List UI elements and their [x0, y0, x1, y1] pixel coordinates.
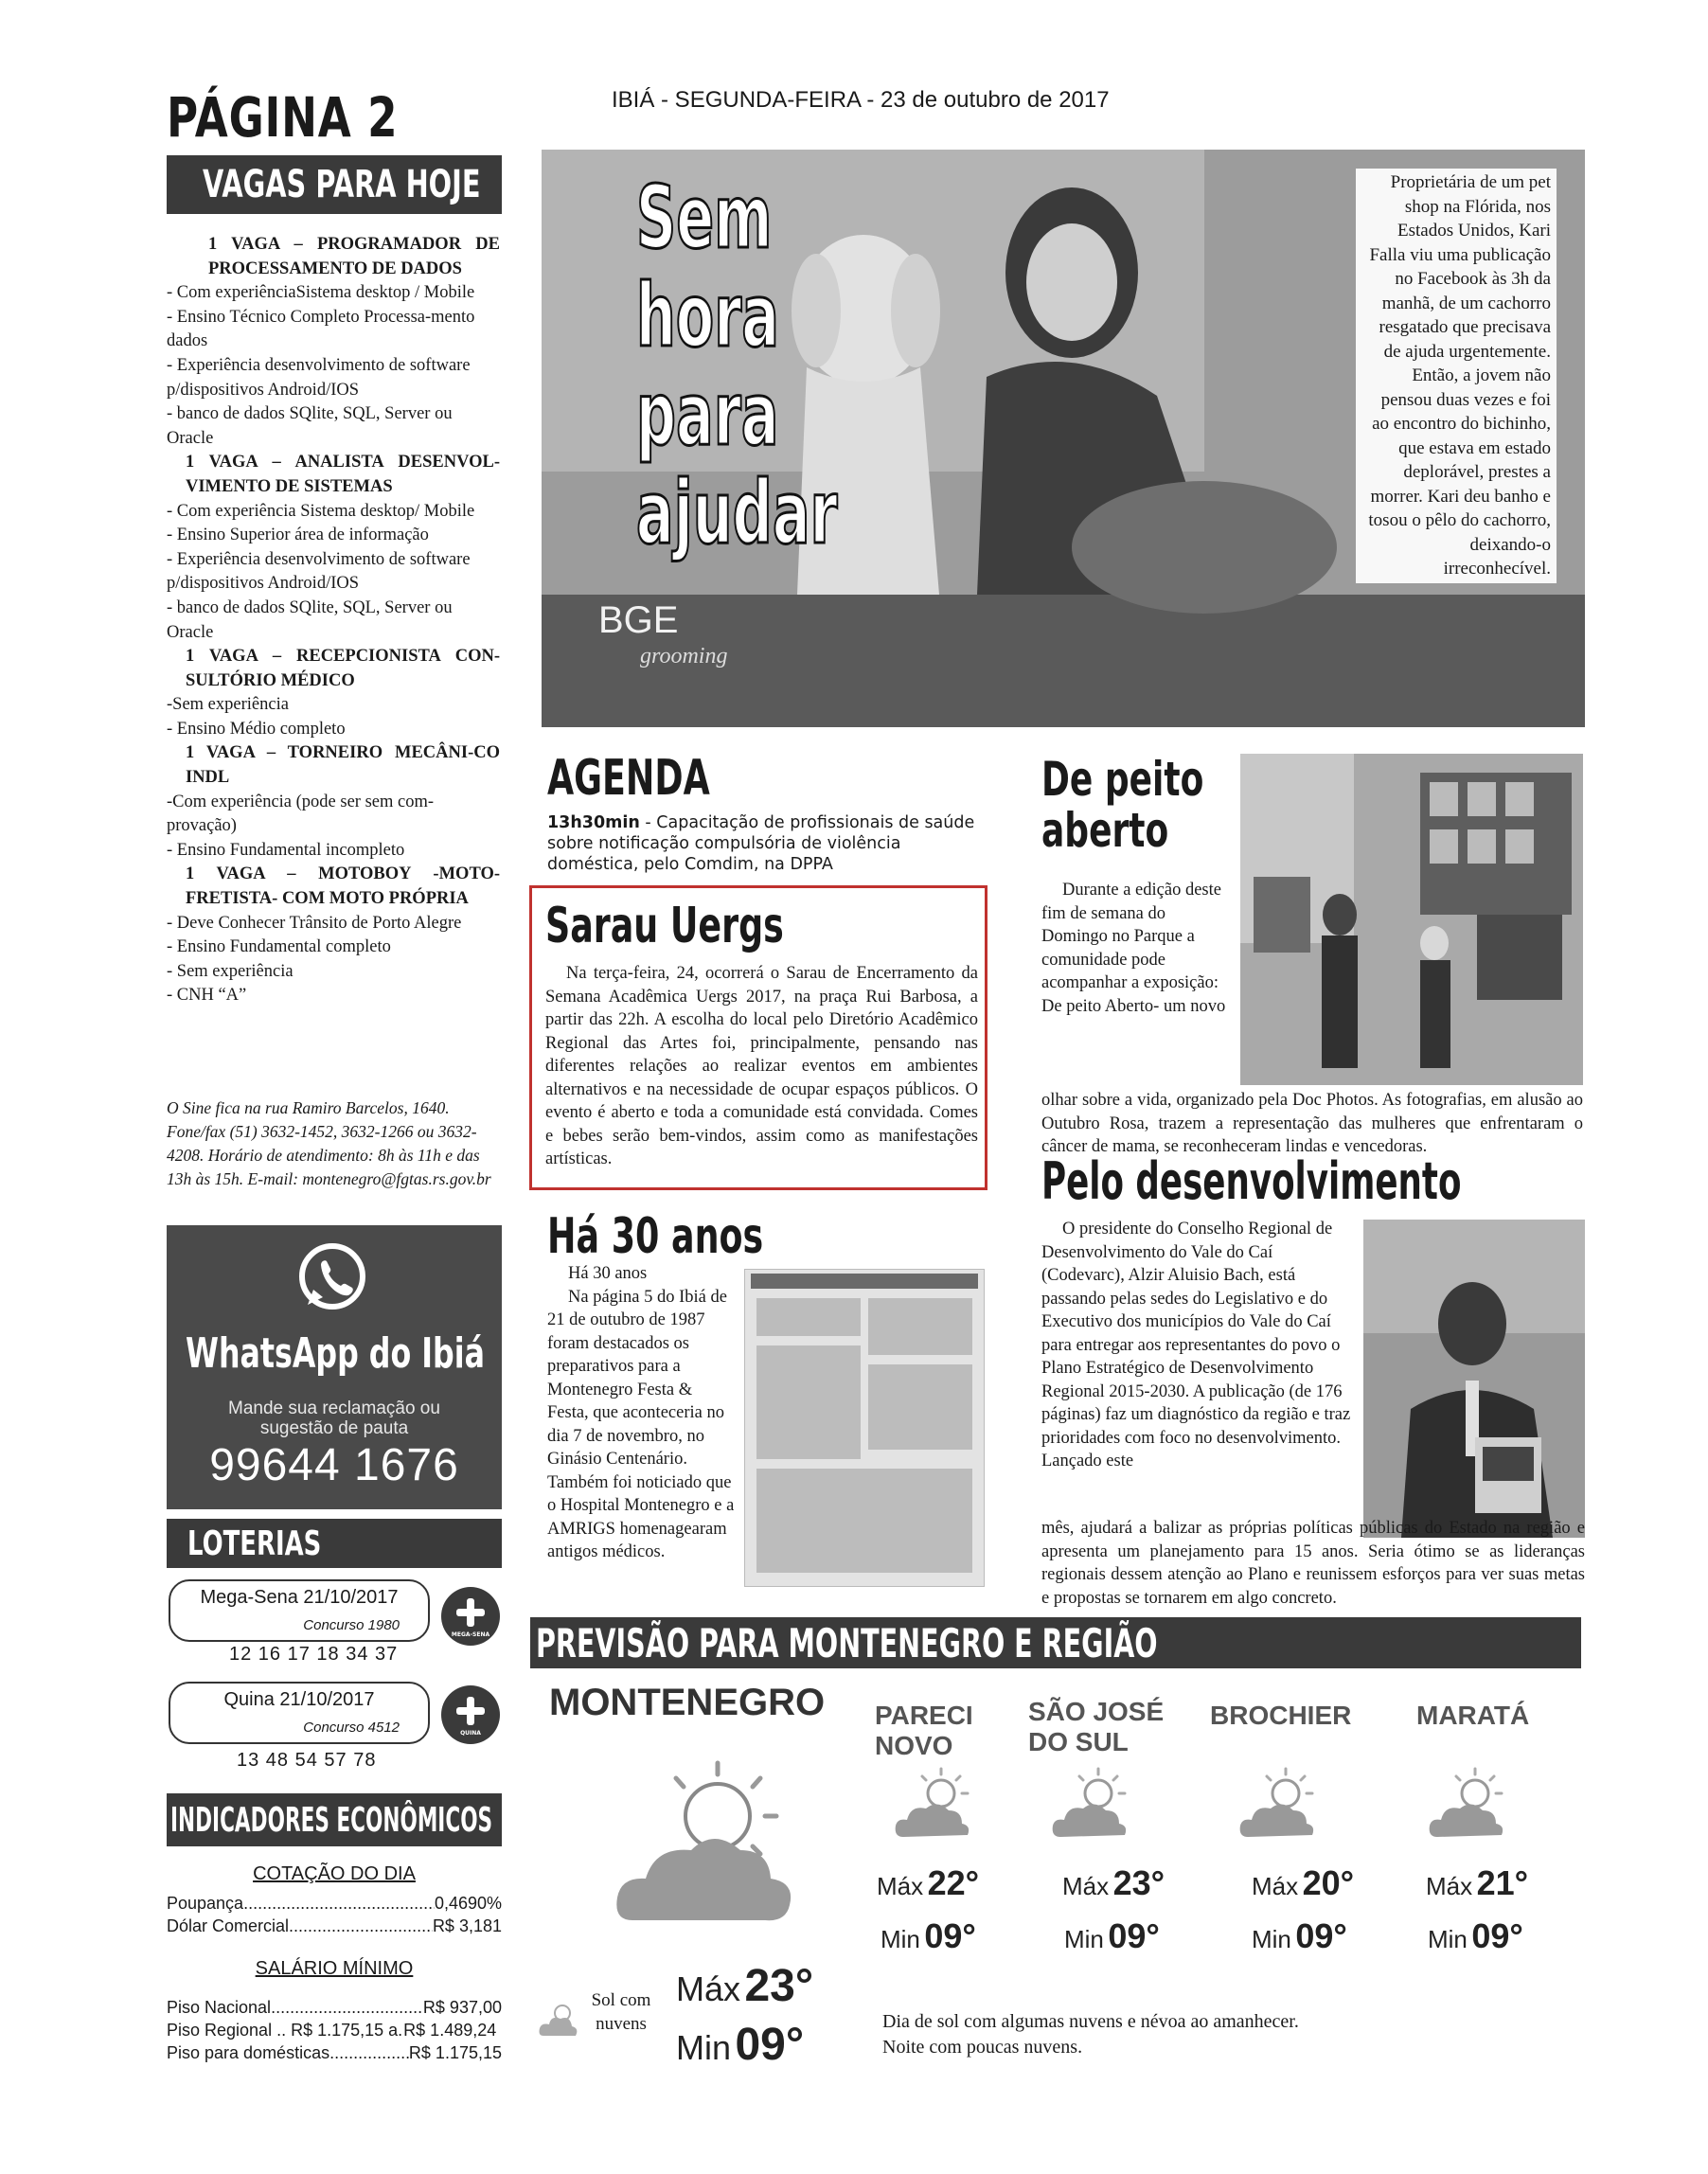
- clipping-masthead: [751, 1274, 978, 1289]
- president-illustration: [1363, 1220, 1585, 1538]
- job-title: 1 VAGA – TORNEIRO MECÂNI-CO INDL: [186, 743, 500, 788]
- whatsapp-subtitle-line: sugestão de pauta: [259, 1418, 409, 1438]
- max-value: 23°: [1112, 1863, 1165, 1902]
- min-label: Min: [1064, 1925, 1104, 1953]
- peito-text-wide: olhar sobre a vida, organizado pela Doc Photos. As fotografias, em alusão ao Outubro Rosa, trazem a representação das mulheres que enfrentaram o câncer de mama, se reconheceram lindas e vencedoras.: [1041, 1091, 1583, 1156]
- job-detail: - Sem experiência: [167, 961, 294, 981]
- clipping-block: [756, 1298, 861, 1336]
- min-label: Min: [881, 1925, 920, 1953]
- city-name-line: DO SUL: [1028, 1727, 1129, 1756]
- row-value: R$ 1.489,24: [403, 2021, 497, 2040]
- codevarc-president-photo: [1363, 1220, 1585, 1538]
- clipping-block: [756, 1345, 861, 1459]
- ha30-body: Na página 5 do Ibiá de 21 de outubro de 1987 foram destacados os preparativos para a Montenegro Festa & Festa, que aconteceria no dia 7 de novembro, no Ginásio Centenário. Também foi noticiado que o Hospital Montenegro e a AMRIGS homenagearam antigos médicos.: [547, 1287, 735, 1561]
- shop-logo-sub: grooming: [640, 644, 728, 668]
- agenda-description: - Capacitação de profissionais de saúde sobre notificação compulsória de violência doméstica, pelo Comdim, na DPPA: [547, 813, 975, 874]
- job-detail: - CNH “A”: [167, 986, 247, 1006]
- main-city-max: [676, 1960, 813, 2012]
- partly-cloudy-icon: [614, 1759, 803, 1939]
- city-min: [1428, 1916, 1523, 1956]
- cotacao-row: [167, 1894, 502, 1914]
- max-label: Máx: [1062, 1872, 1110, 1900]
- max-label: Máx: [676, 1969, 741, 2008]
- city-max: [877, 1863, 979, 1903]
- cotacao-row: [167, 1916, 502, 1936]
- city-max: [1426, 1863, 1528, 1903]
- dot-leader: [289, 1916, 433, 1936]
- photo-story-title: [636, 169, 838, 562]
- logo-label: MEGA-SENA: [451, 1631, 490, 1638]
- newspaper-header: IBIÁ - SEGUNDA-FEIRA - 23 de outubro de 2017: [612, 87, 1110, 113]
- city-name-line: NOVO: [875, 1731, 953, 1760]
- city-name-brochier: [1210, 1701, 1351, 1731]
- city-min: [881, 1916, 976, 1956]
- min-label: Min: [1428, 1925, 1468, 1953]
- lottery-concurso: Concurso 1980: [303, 1617, 400, 1633]
- row-value: R$ 1.175,15: [408, 2043, 502, 2062]
- city-name-sao-jose-do-sul: [1028, 1697, 1164, 1757]
- pelo-text-column: O presidente do Conselho Regional de Desenvolvimento do Vale do Caí (Codevarc), Alzir Aluisio Bach, está passando pelas sedes do Legislativo e do Executivo dos municípios do Vale do Caí para entregar aos representantes do povo o Plano Estratégico de Desenvolvimento Regional 2015-2030. A publicação (de 176 páginas) faz um diagnóstico da região e traz prioridades com foco no desenvolvimento. Lançado este: [1041, 1220, 1351, 1470]
- weather-title: PREVISÃO PARA MONTENEGRO E REGIÃO: [536, 1620, 1158, 1666]
- sarau-text: Na terça-feira, 24, ocorrerá o Sarau de Encerramento da Semana Acadêmica Uergs 2017, na praça Rui Barbosa, a partir das 22h. A escolha do local pelo Diretório Acadêmico Regional das Artes foi, principalmente, pensando nas diferentes relações ao realizar eventos em ambientes alternativos e na necessidade de ocupar espaços públicos. O evento é aberto e toda a comunidade está convidada. Comes e bebes serão bem-vindos, assim como as manifestações artísticas.: [545, 964, 978, 1168]
- condition-line: nuvens: [596, 2014, 647, 2034]
- min-label: Min: [676, 2028, 732, 2067]
- pet-shop-photo: [542, 150, 1585, 727]
- clipping-block: [868, 1364, 972, 1450]
- row-label: Dólar Comercial: [167, 1916, 290, 1935]
- row-label: Piso Nacional: [167, 1998, 272, 2017]
- max-value: 22°: [927, 1863, 980, 1902]
- max-label: Máx: [1426, 1872, 1473, 1900]
- min-value: 09°: [1295, 1916, 1347, 1955]
- dot-leader: [329, 2043, 409, 2063]
- whatsapp-subtitle-line: Mande sua reclamação ou: [228, 1399, 440, 1418]
- clover-icon: [456, 1598, 485, 1627]
- weather-description: [882, 2009, 1545, 2060]
- main-city-condition: [583, 1988, 659, 2036]
- exhibition-illustration: [1240, 754, 1583, 1085]
- description-line: Noite com poucas nuvens.: [882, 2037, 1083, 2058]
- job-detail: - Ensino Médio completo: [167, 719, 346, 739]
- partly-cloudy-icon: [1051, 1767, 1136, 1843]
- job-detail: - Experiência desenvolvimento de software p/dispositivos Android/IOS: [167, 549, 471, 594]
- min-value: 09°: [1108, 1916, 1160, 1955]
- salario-row: [167, 1998, 502, 2018]
- city-min: [1064, 1916, 1160, 1956]
- min-label: Min: [1252, 1925, 1291, 1953]
- city-name-line: SÃO JOSÉ: [1028, 1697, 1165, 1726]
- lottery-name: Mega-Sena 21/10/2017: [200, 1587, 399, 1608]
- row-value: R$ 937,00: [422, 1998, 502, 2017]
- job-title: 1 VAGA – PROGRAMADOR DE PROCESSAMENTO DE DADOS: [208, 235, 500, 278]
- job-detail: - Ensino Técnico Completo Processa-mento dados: [167, 307, 475, 351]
- salario-heading: SALÁRIO MÍNIMO: [255, 1958, 414, 1979]
- salario-row: [167, 2021, 502, 2040]
- dot-leader: [243, 1894, 435, 1914]
- sine-contact-note: O Sine fica na rua Ramiro Barcelos, 1640. Fone/fax (51) 3632-1452, 3632-1266 ou 3632-4208. Horário de atendimento: 8h às 11h e das 13h às 15h. E-mail: montenegro@fgtas.rs.gov.br: [167, 1098, 491, 1188]
- megasena-result: [169, 1579, 430, 1642]
- partly-cloudy-icon: [894, 1767, 979, 1843]
- city-name-marata: [1416, 1701, 1529, 1731]
- clipping-block: [756, 1469, 972, 1573]
- partly-cloudy-icon: [1238, 1767, 1324, 1843]
- job-detail: - banco de dados SQlite, SQL, Server ou Oracle: [167, 404, 453, 448]
- min-value: 09°: [1471, 1916, 1523, 1955]
- row-label: Piso Regional .. R$ 1.175,15 a: [167, 2021, 399, 2040]
- whatsapp-subtitle: [167, 1399, 502, 1438]
- city-max: [1062, 1863, 1165, 1903]
- job-detail: - Ensino Superior área de informação: [167, 526, 429, 545]
- job-listings: [167, 233, 500, 1008]
- job-detail: -Com experiência (pode ser sem com-provação): [167, 792, 435, 836]
- job-detail: - Com experiênciaSistema desktop / Mobile: [167, 283, 475, 303]
- cotacao-heading: COTAÇÃO DO DIA: [253, 1863, 416, 1884]
- loterias-section-header: [167, 1519, 502, 1568]
- max-value: 21°: [1476, 1863, 1529, 1902]
- peito-title: [1041, 754, 1203, 856]
- city-name-line: MARATÁ: [1416, 1701, 1530, 1730]
- pelo-title: Pelo desenvolvimento: [1041, 1151, 1462, 1211]
- min-value: 09°: [735, 2020, 805, 2070]
- page-label: PÁGINA 2: [167, 85, 399, 150]
- quina-logo-icon: [441, 1685, 500, 1744]
- clipping-block: [868, 1298, 972, 1355]
- sarau-title: Sarau Uergs: [545, 898, 784, 954]
- whatsapp-title: WhatsApp do Ibiá: [186, 1329, 485, 1378]
- title-line: ajudar: [635, 462, 838, 563]
- main-city-name: MONTENEGRO: [549, 1682, 826, 1723]
- weather-section-header: [530, 1617, 1581, 1668]
- title-line: hora: [635, 265, 779, 366]
- ha30-text: [547, 1262, 737, 1564]
- indicadores-section-header: [167, 1793, 502, 1846]
- title-line: aberto: [1041, 803, 1169, 858]
- city-name-line: BROCHIER: [1210, 1701, 1352, 1730]
- megasena-logo-icon: [441, 1587, 500, 1646]
- description-line: Dia de sol com algumas nuvens e névoa ao amanhecer.: [882, 2011, 1299, 2032]
- indicadores-title: INDICADORES ECONÔMICOS: [170, 1801, 493, 1840]
- quina-numbers: 13 48 54 57 78: [237, 1750, 377, 1771]
- lottery-concurso: Concurso 4512: [303, 1720, 400, 1736]
- max-value: 23°: [744, 1961, 814, 2011]
- city-name-pareci-novo: [875, 1701, 973, 1761]
- job-title: 1 VAGA – RECEPCIONISTA CON-SULTÓRIO MÉDICO: [186, 647, 500, 690]
- city-min: [1252, 1916, 1347, 1956]
- row-label: Piso para domésticas: [167, 2043, 330, 2062]
- small-cloud-icon: [538, 1998, 581, 2041]
- min-value: 09°: [924, 1916, 976, 1955]
- condition-line: Sol com: [591, 1990, 651, 2010]
- agenda-title: AGENDA: [547, 750, 710, 807]
- job-detail: - Deve Conhecer Trânsito de Porto Alegre: [167, 913, 462, 933]
- clover-icon: [456, 1697, 485, 1725]
- max-label: Máx: [877, 1872, 924, 1900]
- title-line: De peito: [1041, 752, 1204, 807]
- logo-label: QUINA: [460, 1730, 481, 1737]
- dot-leader: [271, 1998, 423, 2018]
- job-detail: - Com experiência Sistema desktop/ Mobile: [167, 501, 475, 521]
- job-title: 1 VAGA – ANALISTA DESENVOL-VIMENTO DE SISTEMAS: [186, 453, 500, 496]
- photo-story-caption: Proprietária de um pet shop na Flórida, nos Estados Unidos, Kari Falla viu uma publicação no Facebook às 3h da manhã, de um cachorro resgatado que precisava de ajuda urgentemente. Então, a jovem não pensou duas vezes e foi ao encontro do bichinho, que estava em estado deplorável, prestes a morrer. Kari deu banho e tosou o pêlo do cachorro, deixando-o irreconhecível.: [1356, 169, 1557, 583]
- job-title: 1 VAGA – MOTOBOY -MOTO-FRETISTA- COM MOTO PRÓPRIA: [186, 864, 500, 909]
- city-max: [1252, 1863, 1354, 1903]
- quina-result: [169, 1682, 430, 1744]
- ha30-lead: Há 30 anos: [568, 1264, 648, 1283]
- loterias-title: LOTERIAS: [187, 1524, 322, 1563]
- row-value: 0,4690%: [434, 1894, 502, 1913]
- old-newspaper-clipping: [744, 1269, 985, 1587]
- pelo-text-wide: mês, ajudará a balizar as próprias políticas públicas do Estado na região e apresenta um planejamento para 15 anos. Seria ótimo se as lideranças regionais dessem atenção ao Plano e reunissem esforços para ver suas metas e propostas se tornarem em algo concreto.: [1041, 1519, 1585, 1608]
- agenda-time: 13h30min: [547, 813, 640, 832]
- ha30-title: Há 30 anos: [547, 1208, 764, 1265]
- vagas-section-header: [167, 155, 502, 214]
- megasena-numbers: 12 16 17 18 34 37: [229, 1644, 399, 1665]
- salario-row: [167, 2043, 502, 2063]
- whatsapp-ad: [167, 1225, 502, 1509]
- job-detail: -Sem experiência: [167, 695, 289, 715]
- max-label: Máx: [1252, 1872, 1299, 1900]
- job-detail: - Experiência desenvolvimento de software p/dispositivos Android/IOS: [167, 355, 471, 400]
- main-city-min: [676, 2019, 804, 2071]
- lottery-name: Quina 21/10/2017: [223, 1689, 375, 1710]
- shop-logo: BGE: [598, 599, 679, 641]
- exhibition-photo: [1240, 754, 1583, 1085]
- job-detail: - banco de dados SQlite, SQL, Server ou Oracle: [167, 597, 453, 642]
- job-detail: - Ensino Fundamental incompleto: [167, 840, 405, 860]
- title-line: Sem: [635, 167, 773, 268]
- job-detail: - Ensino Fundamental completo: [167, 937, 391, 957]
- row-label: Poupança: [167, 1894, 244, 1913]
- partly-cloudy-icon: [1428, 1767, 1513, 1843]
- city-name-line: PARECI: [875, 1701, 973, 1730]
- whatsapp-phone: 99644 1676: [209, 1440, 459, 1490]
- max-value: 20°: [1302, 1863, 1355, 1902]
- row-value: R$ 3,181: [432, 1916, 502, 1935]
- whatsapp-icon: [293, 1238, 372, 1318]
- vagas-title: VAGAS PARA HOJE: [203, 163, 481, 206]
- title-line: para: [635, 364, 779, 465]
- peito-text-column: Durante a edição deste fim de semana do Domingo no Parque a comunidade pode acompanhar a exposição: De peito Aberto- um novo: [1041, 881, 1226, 1016]
- agenda-item: [547, 812, 992, 875]
